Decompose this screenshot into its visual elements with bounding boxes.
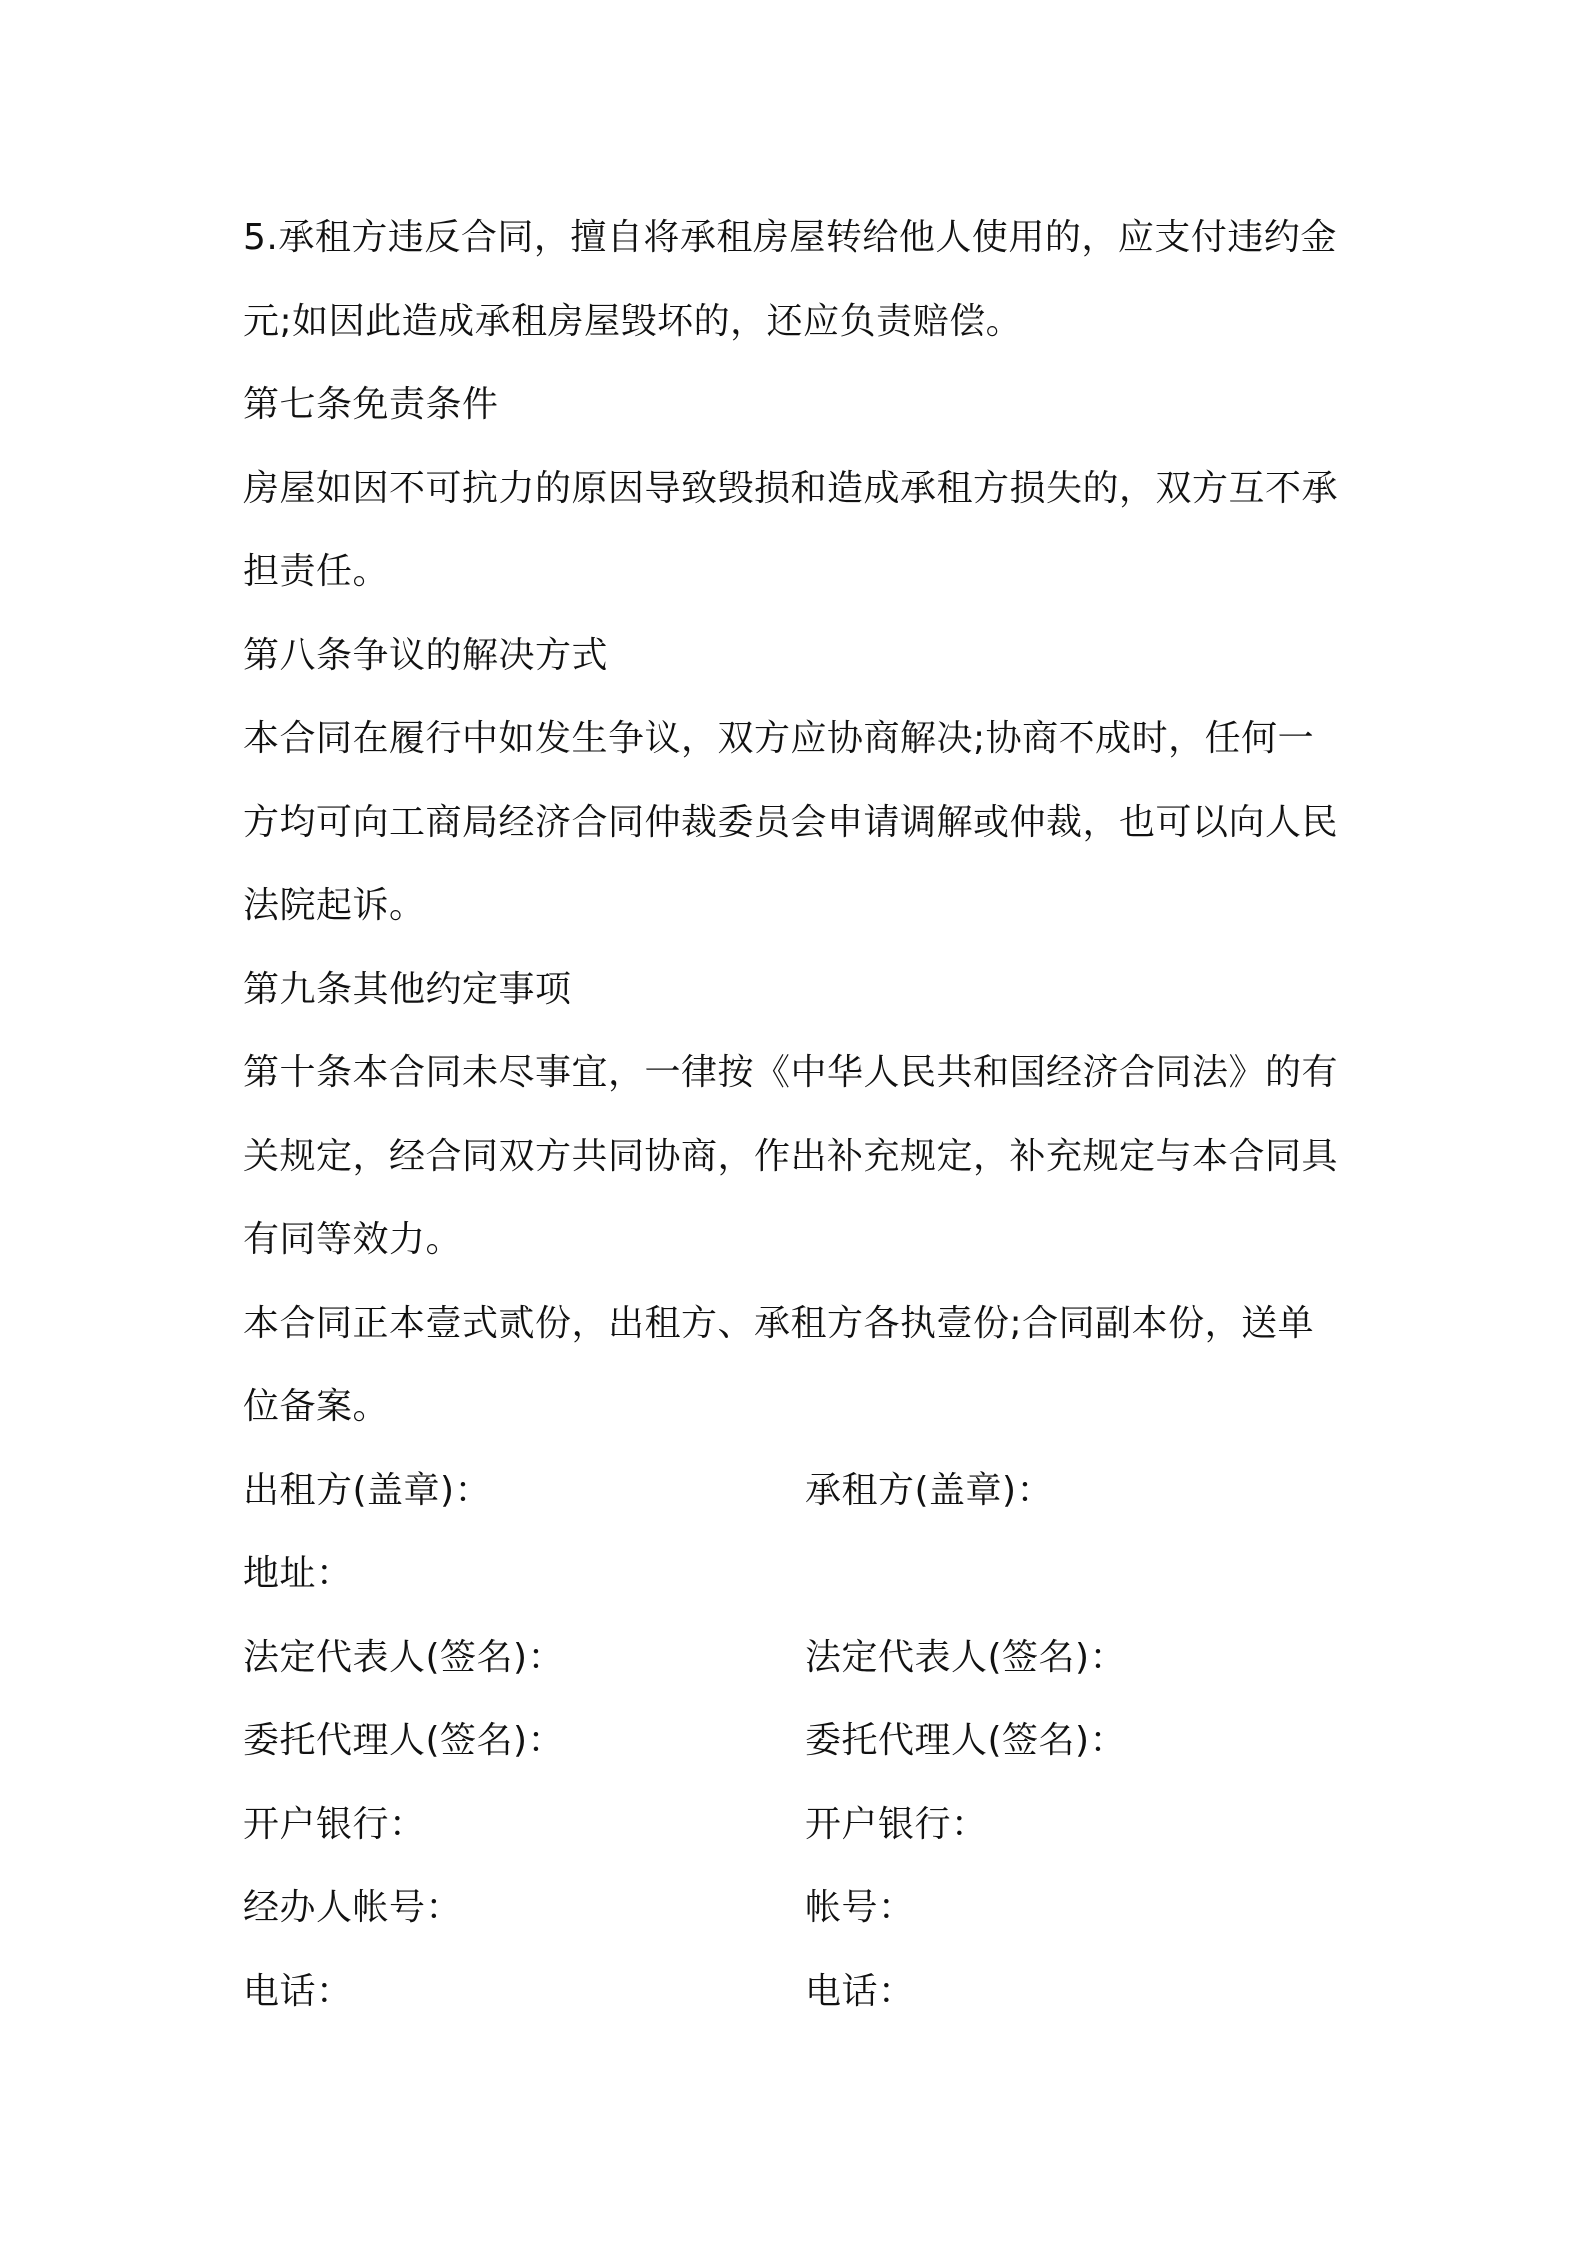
lessor-legal-rep-label: 法定代表人(签名)：	[243, 1636, 565, 1678]
paragraph-line: 本合同在履行中如发生争议，双方应协商解决;协商不成时，任何一	[243, 718, 1315, 759]
signature-row-phone	[243, 1950, 1363, 2034]
lessor-account-label: 经办人帐号：	[243, 1887, 463, 1928]
lessee-agent-label: 委托代理人(签名)：	[805, 1720, 1127, 1761]
paragraph-line: 担责任。	[243, 551, 390, 592]
document-body	[243, 196, 1363, 2033]
lessor-agent-label: 委托代理人(签名)：	[243, 1720, 565, 1761]
paragraph-line: 方均可向工商局经济合同仲裁委员会申请调解或仲裁，也可以向人民	[243, 801, 1339, 843]
signature-row-bank	[243, 1783, 1363, 1867]
paragraph-line: 本合同正本壹式贰份，出租方、承租方各执壹份;合同副本份，送单	[243, 1302, 1315, 1344]
lessee-account-label: 帐号：	[805, 1887, 915, 1928]
signature-row-seal	[243, 1449, 1363, 1533]
paragraph-line: 5.承租方违反合同，擅自将承租房屋转给他人使用的，应支付违约金	[243, 217, 1337, 258]
lessee-bank-label: 开户银行：	[805, 1803, 988, 1845]
lessee-phone-label: 电话：	[805, 1970, 915, 2012]
lessee-legal-rep-label: 法定代表人(签名)：	[805, 1636, 1127, 1678]
paragraph-line: 关规定，经合同双方共同协商，作出补充规定，补充规定与本合同具	[243, 1135, 1339, 1177]
paragraph-line: 第十条本合同未尽事宜，一律按《中华人民共和国经济合同法》的有	[243, 1052, 1339, 1093]
lessor-phone-label: 电话：	[243, 1970, 353, 2012]
signature-block	[243, 1449, 1363, 2034]
lessee-seal-label: 承租方(盖章)：	[805, 1469, 1054, 1511]
lessor-bank-label: 开户银行：	[243, 1803, 426, 1845]
signature-row-address	[243, 1532, 1363, 1616]
section-heading: 第七条免责条件	[243, 384, 499, 425]
lessor-seal-label: 出租方(盖章)：	[243, 1469, 492, 1511]
paragraph-line: 房屋如因不可抗力的原因导致毁损和造成承租方损失的，双方互不承	[243, 467, 1339, 509]
paragraph-line: 法院起诉。	[243, 885, 426, 926]
signature-row-account	[243, 1866, 1363, 1950]
signature-row-agent	[243, 1699, 1363, 1783]
section-heading: 第九条其他约定事项	[243, 968, 572, 1010]
lessee-address-label	[805, 1532, 1363, 1616]
paragraph-line: 有同等效力。	[243, 1219, 463, 1260]
paragraph-line: 元;如因此造成承租房屋毁坏的，还应负责赔偿。	[243, 300, 1023, 342]
paragraph-line: 位备案。	[243, 1386, 390, 1427]
lessor-address-label: 地址：	[243, 1553, 353, 1594]
section-heading: 第八条争议的解决方式	[243, 634, 609, 676]
signature-row-legal-rep	[243, 1616, 1363, 1700]
